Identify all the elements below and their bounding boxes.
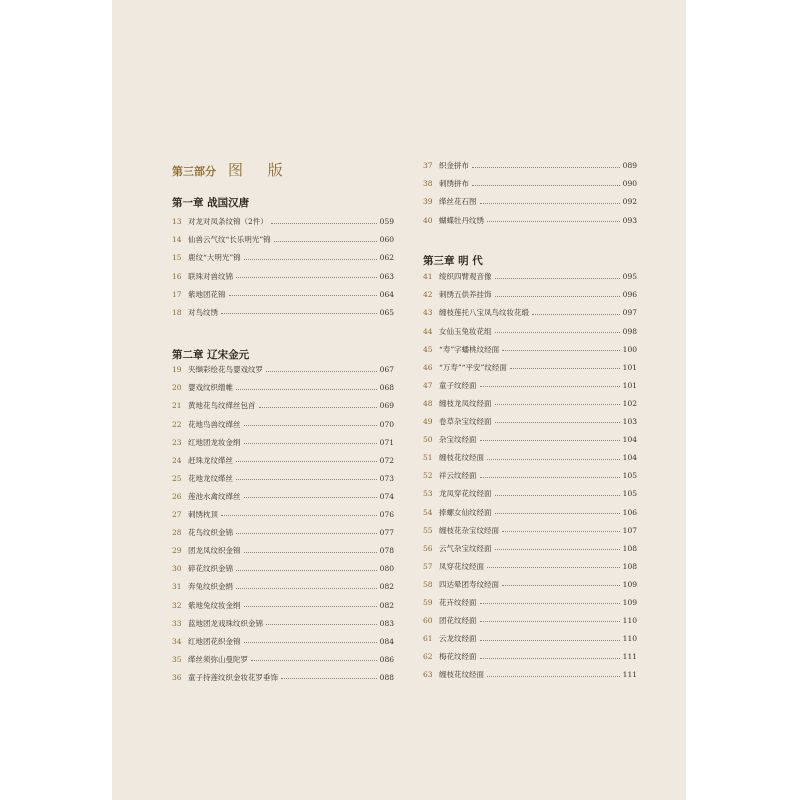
entry-page-number: 105 xyxy=(622,489,637,499)
toc-entry[interactable] xyxy=(423,304,637,322)
toc-entry[interactable] xyxy=(172,415,394,433)
entry-title: 花鸟纹织金锦 xyxy=(188,528,233,538)
part-heading xyxy=(172,159,293,180)
entry-page-number: 083 xyxy=(379,618,394,628)
dot-leader xyxy=(495,513,620,514)
dot-leader xyxy=(259,407,377,408)
entry-page-number: 096 xyxy=(622,290,637,300)
toc-entry[interactable] xyxy=(423,377,637,395)
toc-entry[interactable] xyxy=(172,542,394,560)
entry-title: 梅花纹经面 xyxy=(439,652,477,662)
entry-number: 48 xyxy=(423,398,433,408)
entry-page-number: 106 xyxy=(622,507,637,517)
entry-title: 杂宝纹经面 xyxy=(439,435,477,445)
toc-entry[interactable] xyxy=(423,630,637,648)
toc-entry[interactable] xyxy=(423,594,637,612)
toc-entry[interactable] xyxy=(423,322,637,340)
entry-title: 红地团龙妆金绢 xyxy=(188,437,241,447)
entry-number: 37 xyxy=(423,161,433,171)
toc-entry[interactable] xyxy=(172,506,394,524)
entry-title: 团花纹经面 xyxy=(439,616,477,626)
entry-number: 63 xyxy=(423,670,433,680)
dot-leader xyxy=(236,277,377,278)
toc-entry[interactable] xyxy=(423,467,637,485)
entry-page-number: 072 xyxy=(379,455,394,465)
toc-entry[interactable] xyxy=(172,488,394,506)
entry-page-number: 108 xyxy=(622,543,637,553)
entry-page-number: 107 xyxy=(622,525,637,535)
toc-entry[interactable] xyxy=(423,540,637,558)
entry-number: 24 xyxy=(172,455,182,465)
entry-title: 捧螺女仙纹经面 xyxy=(439,507,492,517)
entry-page-number: 086 xyxy=(379,654,394,664)
entry-title: 紫地团花锦 xyxy=(188,289,226,299)
entry-title: 仙兽云气纹“长乐明光”锦 xyxy=(188,235,271,245)
entry-page-number: 082 xyxy=(379,582,394,592)
entry-page-number: 065 xyxy=(379,307,394,317)
dot-leader xyxy=(236,389,377,390)
entry-title: 莲池水禽纹缂丝 xyxy=(188,491,241,501)
toc-entry[interactable] xyxy=(172,285,394,303)
entry-number: 15 xyxy=(172,253,182,263)
dot-leader xyxy=(244,552,377,553)
toc-entry[interactable] xyxy=(423,211,637,229)
toc-entry[interactable] xyxy=(172,361,394,379)
dot-leader xyxy=(266,371,377,372)
entry-title: 奔兔纹织金绢 xyxy=(188,582,233,592)
entry-title: 云气杂宝纹经面 xyxy=(439,543,492,553)
entry-page-number: 060 xyxy=(379,235,394,245)
toc-entry[interactable] xyxy=(172,560,394,578)
entry-page-number: 111 xyxy=(622,670,637,680)
entry-title: 卷草杂宝纹经面 xyxy=(439,417,492,427)
toc-entry[interactable] xyxy=(172,452,394,470)
toc-entry[interactable] xyxy=(423,413,637,431)
entry-page-number: 110 xyxy=(622,616,637,626)
toc-entry[interactable] xyxy=(172,397,394,415)
entry-number: 56 xyxy=(423,543,433,553)
entry-title: 黄地花鸟纹缂丝包首 xyxy=(188,401,256,411)
entry-page-number: 092 xyxy=(622,197,637,207)
dot-leader xyxy=(480,477,620,478)
entry-number: 18 xyxy=(172,307,182,317)
entry-page-number: 068 xyxy=(379,383,394,393)
dot-leader xyxy=(236,479,377,480)
entry-number: 23 xyxy=(172,437,182,447)
entry-number: 42 xyxy=(423,290,433,300)
entry-page-number: 093 xyxy=(622,215,637,225)
book-page xyxy=(112,0,686,800)
toc-entry[interactable] xyxy=(423,395,637,413)
toc-entry[interactable] xyxy=(423,558,637,576)
entry-number: 27 xyxy=(172,510,182,520)
entry-number: 34 xyxy=(172,636,182,646)
entry-title: 龙凤穿花纹经面 xyxy=(439,489,492,499)
entry-page-number: 090 xyxy=(622,179,637,189)
dot-leader xyxy=(244,443,377,444)
entry-page-number: 070 xyxy=(379,419,394,429)
entry-title: 缠枝花纹经面 xyxy=(439,453,484,463)
dot-leader xyxy=(532,314,620,315)
entry-number: 28 xyxy=(172,528,182,538)
dot-leader xyxy=(244,259,377,260)
dot-leader xyxy=(495,296,620,297)
toc-entry[interactable] xyxy=(172,213,394,231)
entry-page-number: 077 xyxy=(379,528,394,538)
toc-entry[interactable] xyxy=(172,231,394,249)
entry-title: 缠枝莲托八宝凤鸟纹妆花缎 xyxy=(439,308,529,318)
toc-entry[interactable] xyxy=(423,648,637,666)
entry-page-number: 064 xyxy=(379,289,394,299)
entry-number: 30 xyxy=(172,564,182,574)
toc-entry[interactable] xyxy=(423,485,637,503)
entry-page-number: 088 xyxy=(379,672,394,682)
entry-number: 17 xyxy=(172,289,182,299)
entry-page-number: 109 xyxy=(622,598,637,608)
toc-entry[interactable] xyxy=(423,286,637,304)
toc-entry[interactable] xyxy=(423,193,637,211)
toc-entry[interactable] xyxy=(172,379,394,397)
entry-page-number: 069 xyxy=(379,401,394,411)
entry-number: 44 xyxy=(423,326,433,336)
dot-leader xyxy=(281,678,377,679)
entry-page-number: 074 xyxy=(379,491,394,501)
entry-number: 26 xyxy=(172,491,182,501)
entry-title: 花地鸟兽纹缂丝 xyxy=(188,419,241,429)
entry-number: 21 xyxy=(172,401,182,411)
toc-entry[interactable] xyxy=(172,267,394,285)
entry-page-number: 111 xyxy=(622,652,637,662)
entry-page-number: 067 xyxy=(379,365,394,375)
entry-number: 45 xyxy=(423,344,433,354)
dot-leader xyxy=(236,461,377,462)
entry-title: “寿”字蟠桃纹经面 xyxy=(439,344,500,354)
dot-leader xyxy=(221,313,377,314)
dot-leader xyxy=(244,642,377,643)
part-label: 第三部分 xyxy=(172,165,216,178)
entry-title: 童子纹经面 xyxy=(439,380,477,390)
dot-leader xyxy=(495,332,620,333)
entry-page-number: 073 xyxy=(379,473,394,483)
dot-leader xyxy=(229,295,377,296)
dot-leader xyxy=(251,660,377,661)
entry-title: 刺绣拼布 xyxy=(439,179,469,189)
toc-entry[interactable] xyxy=(423,268,637,286)
toc-entry[interactable] xyxy=(423,359,637,377)
entry-title: 缠枝花杂宝纹经面 xyxy=(439,525,499,535)
toc-entry[interactable] xyxy=(423,612,637,630)
dot-leader xyxy=(480,440,620,441)
entry-page-number: 082 xyxy=(379,600,394,610)
dot-leader xyxy=(236,533,377,534)
chapter-heading: 第三章 明 代 xyxy=(423,255,483,267)
entry-page-number: 098 xyxy=(622,326,637,336)
entry-number: 61 xyxy=(423,634,433,644)
toc-entry[interactable] xyxy=(423,340,637,358)
entry-number: 41 xyxy=(423,272,433,282)
entry-title: 祥云纹经面 xyxy=(439,471,477,481)
entry-number: 25 xyxy=(172,473,182,483)
entry-number: 51 xyxy=(423,453,433,463)
dot-leader xyxy=(244,425,377,426)
dot-leader xyxy=(487,459,620,460)
part-name: 图 版 xyxy=(228,161,293,179)
entry-number: 32 xyxy=(172,600,182,610)
entry-title: 对鸟纹绣 xyxy=(188,307,218,317)
entry-number: 20 xyxy=(172,383,182,393)
dot-leader xyxy=(472,185,620,186)
entry-number: 49 xyxy=(423,417,433,427)
entry-title: 绫织四臂观音像 xyxy=(439,272,492,282)
entry-title: 对龙对凤条纹锦（2件） xyxy=(188,217,268,227)
entry-page-number: 080 xyxy=(379,564,394,574)
entry-number: 50 xyxy=(423,435,433,445)
toc-entry[interactable] xyxy=(172,470,394,488)
entry-page-number: 109 xyxy=(622,579,637,589)
chapter-heading: 第二章 辽宋金元 xyxy=(172,349,250,361)
entry-title: 云龙纹经面 xyxy=(439,634,477,644)
entry-title: 花卉纹经面 xyxy=(439,598,477,608)
entry-page-number: 104 xyxy=(622,435,637,445)
entry-page-number: 076 xyxy=(379,510,394,520)
entry-title: 蝴蝶牡丹纹绣 xyxy=(439,215,484,225)
entry-page-number: 100 xyxy=(622,344,637,354)
dot-leader xyxy=(502,531,620,532)
entry-page-number: 063 xyxy=(379,271,394,281)
entry-page-number: 101 xyxy=(622,362,637,372)
entry-number: 60 xyxy=(423,616,433,626)
entry-title: 缂丝须弥山曼陀罗 xyxy=(188,654,248,664)
dot-leader xyxy=(236,570,377,571)
toc-entry[interactable] xyxy=(423,175,637,193)
entry-number: 35 xyxy=(172,654,182,664)
entry-title: “万寿”“平安”纹经面 xyxy=(439,362,507,372)
toc-entry[interactable] xyxy=(172,614,394,632)
entry-number: 29 xyxy=(172,546,182,556)
entry-title: 花地龙纹缂丝 xyxy=(188,473,233,483)
entry-number: 22 xyxy=(172,419,182,429)
entry-number: 46 xyxy=(423,362,433,372)
entry-number: 53 xyxy=(423,489,433,499)
entry-title: 刺绣枕顶 xyxy=(188,510,218,520)
dot-leader xyxy=(510,368,620,369)
entry-title: 碎花纹织金锦 xyxy=(188,564,233,574)
dot-leader xyxy=(480,658,620,659)
entry-title: 织金拼布 xyxy=(439,161,469,171)
entry-number: 19 xyxy=(172,365,182,375)
entry-page-number: 102 xyxy=(622,398,637,408)
toc-entry[interactable] xyxy=(172,669,394,687)
entry-page-number: 110 xyxy=(622,634,637,644)
entry-number: 55 xyxy=(423,525,433,535)
dot-leader xyxy=(495,495,620,496)
entry-title: 夹缬彩绘花鸟婴戏纹罗 xyxy=(188,365,263,375)
toc-entry[interactable] xyxy=(172,249,394,267)
entry-page-number: 084 xyxy=(379,636,394,646)
toc-entry[interactable] xyxy=(172,596,394,614)
entry-title: 缠枝花纹经面 xyxy=(439,670,484,680)
dot-leader xyxy=(472,167,620,168)
entry-page-number: 095 xyxy=(622,272,637,282)
dot-leader xyxy=(271,223,377,224)
toc-entry[interactable] xyxy=(172,433,394,451)
dot-leader xyxy=(221,515,377,516)
entry-page-number: 097 xyxy=(622,308,637,318)
entry-number: 33 xyxy=(172,618,182,628)
entry-number: 36 xyxy=(172,672,182,682)
entry-title: 联珠对兽纹锦 xyxy=(188,271,233,281)
entry-number: 54 xyxy=(423,507,433,517)
entry-number: 38 xyxy=(423,179,433,189)
toc-entry[interactable] xyxy=(423,576,637,594)
entry-page-number: 104 xyxy=(622,453,637,463)
dot-leader xyxy=(480,603,620,604)
entry-number: 39 xyxy=(423,197,433,207)
toc-entry[interactable] xyxy=(423,666,637,684)
dot-leader xyxy=(244,497,377,498)
toc-entry[interactable] xyxy=(423,157,637,175)
entry-title: 团龙凤纹织金锦 xyxy=(188,546,241,556)
toc-entry[interactable] xyxy=(172,578,394,596)
entry-page-number: 078 xyxy=(379,546,394,556)
entry-title: 红地团花织金锦 xyxy=(188,636,241,646)
dot-leader xyxy=(480,621,620,622)
entry-page-number: 103 xyxy=(622,417,637,427)
entry-title: 鹿纹“大明光”锦 xyxy=(188,253,241,263)
entry-page-number: 105 xyxy=(622,471,637,481)
dot-leader xyxy=(502,585,620,586)
dot-leader xyxy=(495,278,620,279)
toc-entry[interactable] xyxy=(172,651,394,669)
dot-leader xyxy=(487,221,620,222)
toc-entry[interactable] xyxy=(172,633,394,651)
entry-number: 59 xyxy=(423,598,433,608)
entry-number: 14 xyxy=(172,235,182,245)
dot-leader xyxy=(495,422,620,423)
toc-entry[interactable] xyxy=(172,524,394,542)
entry-page-number: 089 xyxy=(622,161,637,171)
chapter-heading: 第一章 战国汉唐 xyxy=(172,197,250,209)
dot-leader xyxy=(502,350,620,351)
dot-leader xyxy=(480,386,620,387)
dot-leader xyxy=(495,404,620,405)
entry-title: 紫地兔纹妆金绢 xyxy=(188,600,241,610)
dot-leader xyxy=(266,624,377,625)
entry-number: 16 xyxy=(172,271,182,281)
entry-page-number: 101 xyxy=(622,380,637,390)
entry-number: 43 xyxy=(423,308,433,318)
entry-title: 童子持莲纹织金妆花罗垂饰 xyxy=(188,672,278,682)
toc-entry[interactable] xyxy=(423,431,637,449)
entry-title: 四达晕团寿纹经面 xyxy=(439,579,499,589)
entry-title: 女仙玉兔妆花组 xyxy=(439,326,492,336)
toc-entry[interactable] xyxy=(423,503,637,521)
entry-title: 婴戏纹织缯帷 xyxy=(188,383,233,393)
toc-entry[interactable] xyxy=(172,304,394,322)
entry-title: 赶珠龙纹缂丝 xyxy=(188,455,233,465)
entry-number: 57 xyxy=(423,561,433,571)
dot-leader xyxy=(236,588,377,589)
entry-page-number: 071 xyxy=(379,437,394,447)
dot-leader xyxy=(487,676,620,677)
dot-leader xyxy=(244,606,377,607)
entry-page-number: 108 xyxy=(622,561,637,571)
dot-leader xyxy=(480,203,620,204)
entry-title: 缠枝龙凤纹经面 xyxy=(439,398,492,408)
entry-title: 蓝地团龙戏珠纹织金锦 xyxy=(188,618,263,628)
entry-number: 58 xyxy=(423,579,433,589)
toc-entry[interactable] xyxy=(423,449,637,467)
dot-leader xyxy=(274,241,377,242)
entry-page-number: 059 xyxy=(379,217,394,227)
entry-number: 31 xyxy=(172,582,182,592)
entry-number: 62 xyxy=(423,652,433,662)
dot-leader xyxy=(487,567,620,568)
dot-leader xyxy=(495,549,620,550)
entry-number: 40 xyxy=(423,215,433,225)
entry-title: 缂丝花石图 xyxy=(439,197,477,207)
entry-page-number: 062 xyxy=(379,253,394,263)
toc-entry[interactable] xyxy=(423,521,637,539)
dot-leader xyxy=(480,640,620,641)
entry-title: 凤穿花纹经面 xyxy=(439,561,484,571)
entry-title: 刺绣五供养挂饰 xyxy=(439,290,492,300)
entry-number: 47 xyxy=(423,380,433,390)
entry-number: 52 xyxy=(423,471,433,481)
entry-number: 13 xyxy=(172,217,182,227)
